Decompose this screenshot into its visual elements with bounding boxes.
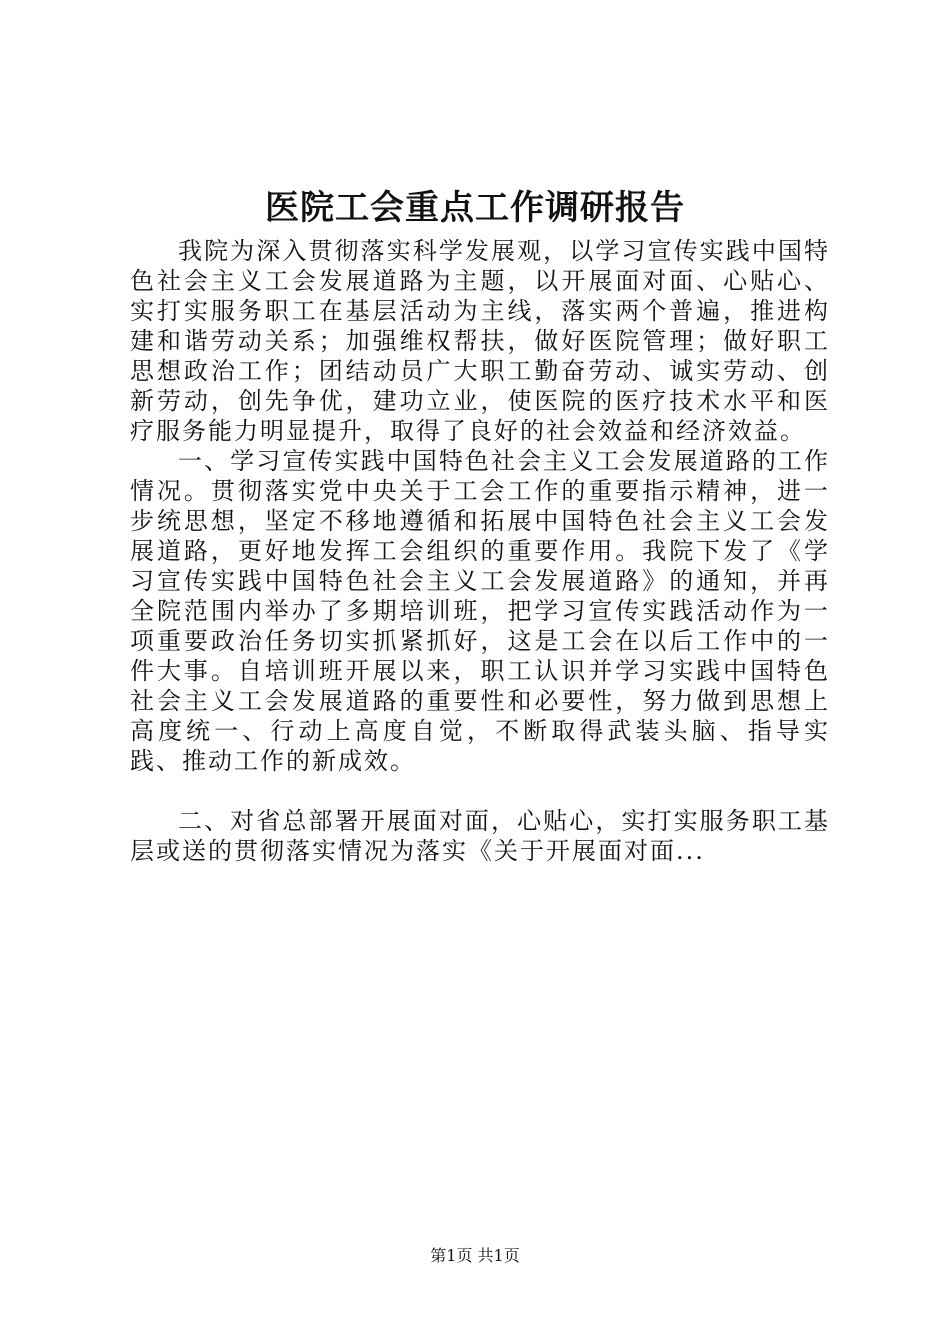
paragraph-intro: 我院为深入贯彻落实科学发展观，以学习宣传实践中国特色社会主义工会发展道路为主题，以开展面对面、心贴心、实打实服务职工在基层活动为主线，落实两个普遍，推进构建和谐劳动关系；加强维权帮扶，做好医院管理；做好职工思想政治工作；团结动员广大职工勤奋劳动、诚实劳动、创新劳动，创先争优，建功立业，使医院的医疗技术水平和医疗服务能力明显提升，取得了良好的社会效益和经济效益。: [130, 237, 830, 445]
page-footer: 第1页 共1页: [430, 1246, 520, 1265]
paragraph-section-2: 二、对省总部署开展面对面，心贴心，实打实服务职工基层或送的贯彻落实情况为落实《关于开展面对面...: [130, 807, 830, 865]
paragraph-section-1: 一、学习宣传实践中国特色社会主义工会发展道路的工作情况。贯彻落实党中央关于工会工作的重要指示精神，进一步统思想，坚定不移地遵循和拓展中国特色社会主义工会发展道路，更好地发挥工会组织的重要作用。我院下发了《学习宣传实践中国特色社会主义工会发展道路》的通知，并再全院范围内举办了多期培训班，把学习宣传实践活动作为一项重要政治任务切实抓紧抓好，这是工会在以后工作中的一件大事。自培训班开展以来，职工认识并学习实践中国特色社会主义工会发展道路的重要性和必要性，努力做到思想上高度统一、行动上高度自觉，不断取得武装头脑、指导实践、推动工作的新成效。: [130, 447, 830, 775]
document-title: 医院工会重点工作调研报告: [265, 188, 685, 228]
document-body: [130, 236, 830, 866]
